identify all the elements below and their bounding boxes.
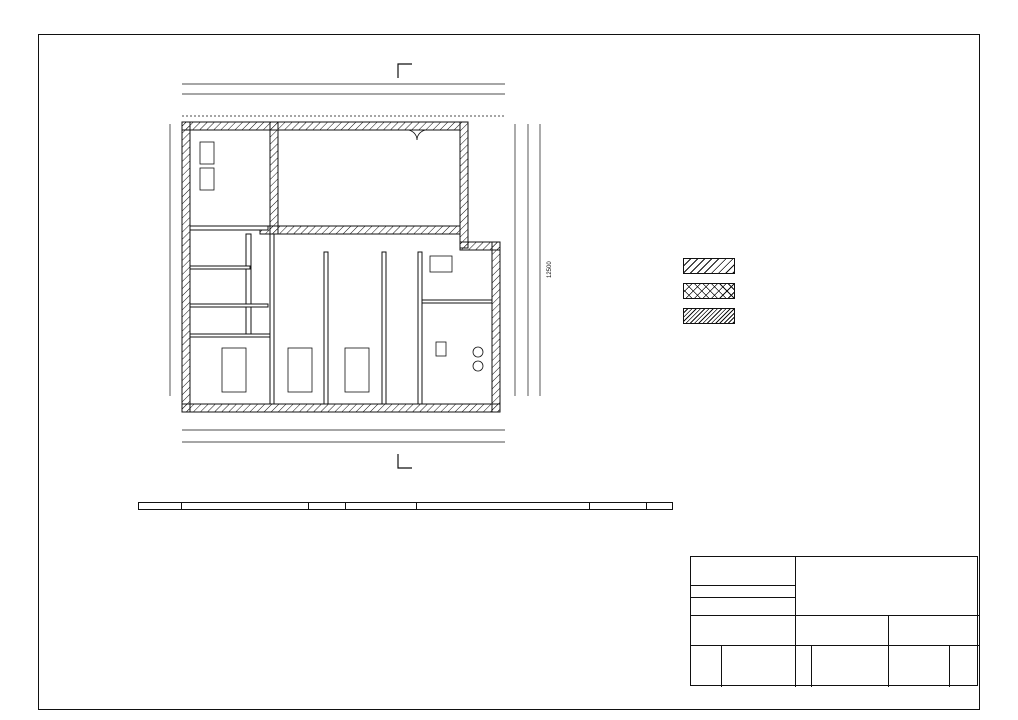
legend-item-zdivo [683,308,753,324]
zdivo-swatch [683,308,735,324]
col-header [346,503,417,510]
room-table [138,502,673,510]
col-header [182,503,309,510]
legend-item-thermomur [683,258,753,274]
legend-item-pricky [683,283,753,299]
col-header [590,503,647,510]
right-total-dim: 12500 [547,261,553,278]
col-header [139,503,182,510]
table-header-row [139,503,673,510]
col-header [309,503,346,510]
thermomur-swatch [683,258,735,274]
title-block [690,556,978,686]
col-header [647,503,673,510]
col-header [417,503,590,510]
floor-plan [160,56,580,476]
pricky-swatch [683,283,735,299]
